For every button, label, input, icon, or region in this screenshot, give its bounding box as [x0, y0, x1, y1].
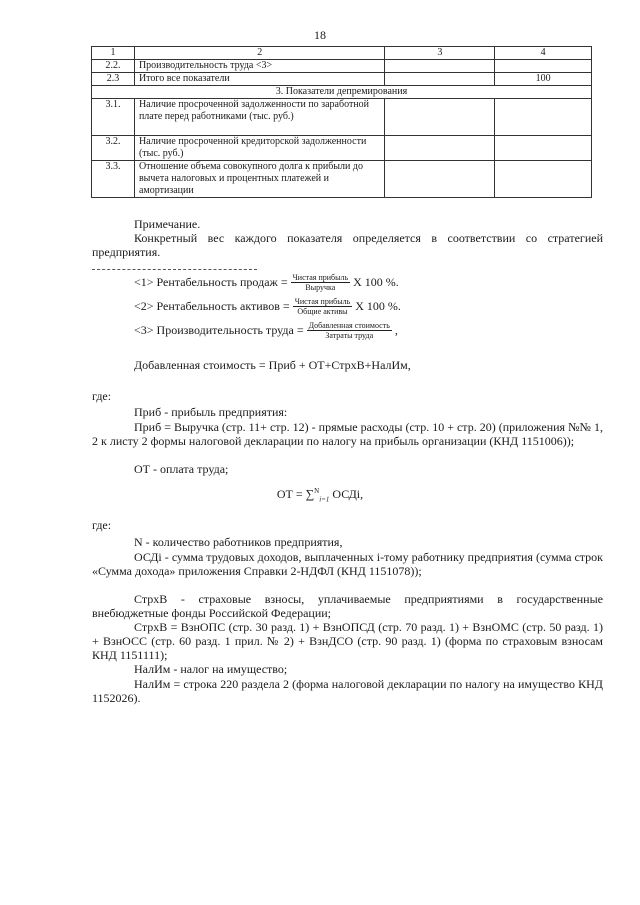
ot-lhs: ОТ =: [276, 487, 306, 501]
formula-sales-profitability: [134, 273, 399, 292]
explanation-line: СтрхВ - страховые взносы, уплачиваемые предприятиями в государственные внебюджетные фонды Российской Федерации;: [92, 592, 603, 620]
explanation-line: НалИм = строка 220 раздела 2 (форма налоговой декларации по налогу на имущество КНД 1152026).: [92, 677, 603, 705]
header-cell: 3: [385, 47, 495, 60]
explanation-line: N - количество работников предприятия,: [134, 535, 343, 549]
fraction-denominator: Выручка: [305, 283, 336, 292]
formula-fraction: [307, 321, 392, 340]
formula-lead: <3> Производительность труда =: [134, 323, 304, 337]
fraction-denominator: Общие активы: [297, 307, 348, 316]
formula-fraction: [293, 297, 353, 316]
row-number: 2.3: [92, 73, 135, 86]
table-row: [92, 136, 592, 161]
explanation-line: ОТ - оплата труда;: [134, 462, 229, 476]
header-cell: 2: [134, 47, 385, 60]
table-row: [92, 60, 592, 73]
formula-asset-profitability: [134, 297, 401, 316]
fraction-numerator: Чистая прибыль: [294, 297, 351, 306]
page-number: 18: [314, 28, 326, 42]
row-number: 3.3.: [92, 161, 135, 198]
row-cell: [385, 161, 495, 198]
row-cell: [495, 136, 592, 161]
table-row: [92, 99, 592, 136]
header-cell: 4: [495, 47, 592, 60]
row-name: Отношение объема совокупного долга к прибыли до вычета налоговых и процентных платежей и амортизации: [134, 161, 385, 198]
table-row: [92, 73, 592, 86]
explanation-line: Приб = Выручка (стр. 11+ стр. 12) - прямые расходы (стр. 10 + стр. 20) (приложения №№ 1, 2 к листу 2 формы налоговой декларации по налогу на прибыль организации (КНД 1151006));: [92, 420, 603, 448]
formula-fraction: [291, 273, 351, 292]
section-title: 3. Показатели депремирования: [92, 86, 592, 99]
row-number: 3.2.: [92, 136, 135, 161]
row-cell: [385, 60, 495, 73]
formula-tail: Х 100 %.: [353, 275, 399, 289]
row-cell: [385, 99, 495, 136]
row-number: 3.1.: [92, 99, 135, 136]
row-cell: [495, 99, 592, 136]
row-name: Наличие просроченной задолженности по заработной плате перед работниками (тыс. руб.): [134, 99, 385, 136]
row-cell: [385, 136, 495, 161]
sum-symbol: ∑: [305, 487, 315, 501]
formula-tail: ,: [394, 323, 398, 337]
note-text: Конкретный вес каждого показателя определяется в соответствии со стратегией предприятия.: [92, 231, 603, 259]
footnote-rule: [92, 269, 257, 270]
row-cell: [495, 60, 592, 73]
row-name: Наличие просроченной кредиторской задолженности (тыс. руб.): [134, 136, 385, 161]
section-row: [92, 86, 592, 99]
table-row: [92, 161, 592, 198]
row-cell: [385, 73, 495, 86]
fraction-numerator: Добавленная стоимость: [308, 321, 390, 330]
formula-lead: <1> Рентабельность продаж =: [134, 275, 288, 289]
added-value-formula: Добавленная стоимость = Приб + ОТ+СтрхВ+НалИм,: [134, 358, 411, 372]
explanation-line: НалИм - налог на имущество;: [134, 662, 288, 676]
where-label: где:: [92, 389, 112, 403]
row-name: Производительность труда <3>: [134, 60, 385, 73]
explanation-line: ОСДi - сумма трудовых доходов, выплаченных i-тому работнику предприятия (сумма строк «Сумма дохода» приложения Справки 2-НДФЛ (КНД 1151078));: [92, 550, 603, 578]
row-name: Итого все показатели: [134, 73, 385, 86]
explanation-line: СтрхВ = ВзнОПС (стр. 30 разд. 1) + ВзнОПСД (стр. 70 разд. 1) + ВзнОМС (стр. 50 разд. 1) + ВзнОСС (стр. 60 разд. 1 прил. № 2) + ВзнДСО (стр. 90 разд. 1) (форма по страховым взносам КНД 1151111);: [92, 620, 603, 662]
sum-upper-limit: N: [314, 487, 320, 495]
ot-rhs: ОСДi,: [332, 487, 364, 501]
table-header-row: [92, 47, 592, 60]
row-cell: 100: [495, 73, 592, 86]
ot-formula: [0, 487, 640, 503]
explanation-line: Приб - прибыль предприятия:: [134, 405, 288, 419]
note-title: Примечание.: [134, 217, 201, 231]
formula-labor-productivity: [134, 321, 398, 340]
header-cell: 1: [92, 47, 135, 60]
fraction-numerator: Чистая прибыль: [292, 273, 349, 282]
formula-lead: <2> Рентабельность активов =: [134, 299, 290, 313]
row-cell: [495, 161, 592, 198]
sum-lower-limit: i=1: [319, 495, 330, 504]
indicators-table: [91, 46, 592, 198]
where-label: где:: [92, 518, 112, 532]
row-number: 2.2.: [92, 60, 135, 73]
fraction-denominator: Затраты труда: [325, 331, 374, 340]
formula-tail: Х 100 %.: [355, 299, 401, 313]
